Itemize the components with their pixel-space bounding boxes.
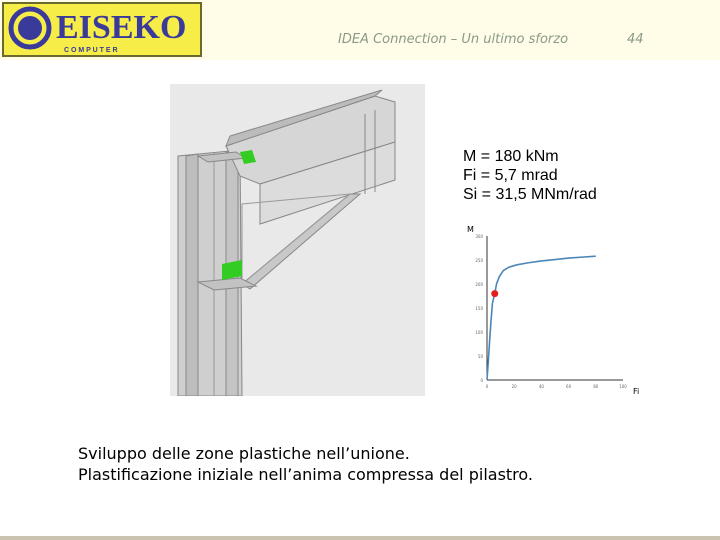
logo-text: EISEKO — [56, 9, 187, 46]
rotation-value: Fi = 5,7 mrad — [463, 167, 558, 184]
current-point-marker — [491, 290, 498, 297]
page-number: 44 — [627, 32, 644, 47]
slide-header — [0, 0, 720, 60]
x-tick-label: 0 — [485, 384, 489, 389]
x-tick-label: 100 — [619, 384, 627, 389]
connection-parameters — [463, 147, 597, 204]
logo-subtext: C O M P U T E R — [64, 47, 118, 54]
eiseko-logo — [2, 2, 202, 57]
x-tick-label: 40 — [538, 384, 544, 389]
stiffness-value: Si = 31,5 MNm/rad — [463, 186, 597, 203]
connection-3d-model — [170, 84, 425, 396]
x-tick-label: 60 — [566, 384, 572, 389]
caption-line-1: Sviluppo delle zone plastiche nell’unione. — [78, 444, 410, 463]
moment-rotation-chart — [463, 222, 643, 400]
y-tick-label: 50 — [477, 354, 483, 359]
y-tick-label: 300 — [475, 234, 483, 239]
y-tick-label: 150 — [475, 306, 483, 311]
y-tick-label: 100 — [475, 330, 483, 335]
y-tick-label: 200 — [475, 282, 483, 287]
y-axis-label: M — [467, 225, 474, 234]
y-tick-label: 250 — [475, 258, 483, 263]
moment-value: M = 180 kNm — [463, 148, 559, 165]
x-tick-label: 20 — [511, 384, 517, 389]
x-tick-label: 80 — [593, 384, 599, 389]
series-line-0 — [487, 256, 596, 380]
caption-line-2: Plastificazione iniziale nell’anima compressa del pilastro. — [78, 465, 533, 484]
bottom-rule — [0, 536, 720, 540]
slide-title: IDEA Connection – Un ultimo sforzo — [338, 32, 569, 47]
x-axis-label: Fi — [633, 387, 640, 396]
slide-caption — [78, 443, 533, 485]
y-tick-label: 0 — [480, 378, 483, 383]
